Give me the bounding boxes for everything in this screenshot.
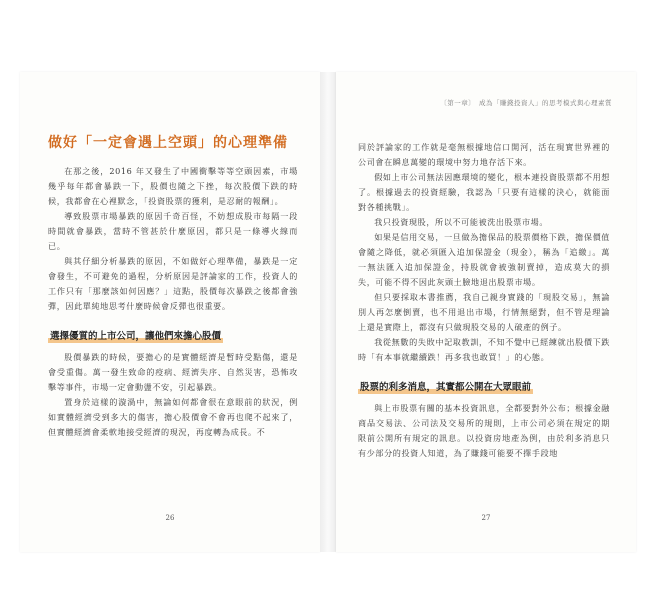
paragraph: 但只要採取本書推薦，我自己親身實踐的「現股交易」，無論別人再怎麼倒賣，也不用退出市場，行情無絕對，但不管是理論上還是實際上，都沒有只做現股交易的人破產的例子。 (358, 292, 610, 332)
right-page (336, 72, 636, 552)
paragraph: 置身於這樣的漩渦中，無論如何都會很在意眼前的狀況，例如實體經濟受到多大的傷害，擔心股價會不會再也爬不起來了，但實體經濟會柔軟地接受經濟的現況，再度轉為成長。不 (48, 397, 298, 437)
paragraph: 我從無數的失敗中記取教訓，不知不覺中已經練就出股價下跌時「有本事就繼續跌！再多我也敢買！」的心態。 (358, 337, 610, 362)
paragraph: 如果是信用交易，一旦做為擔保品的股票價格下跌，擔保價值會隨之降低，就必須匯入追加保證金（現金），稱為「追繳」。萬一無法匯入追加保證金，持股就會被強制賣掉，造成莫大的損失，可能不得不因此灰頭土臉地退出股票市場。 (358, 232, 610, 287)
paragraph: 假如上市公司無法因應環境的變化，根本連投資股票都不用想了。根據過去的投資經驗，我認為「只要有這樣的決心，就能面對各種挑戰」。 (358, 172, 610, 212)
book-gutter (320, 72, 336, 552)
left-page (20, 72, 320, 552)
right-page-content (358, 140, 610, 461)
paragraph: 與其仔細分析暴跌的原因，不如做好心理準備，暴跌是一定會發生，不可避免的過程，分析原因是評論家的工作，投資人的工作只有「那麼該如何因應？」這點，股價每次暴跌之後都會強彈，因此單純地思考什麼時候會反彈也很重要。 (48, 256, 298, 311)
section-heading (358, 379, 533, 393)
paragraph: 在那之後，2016 年又發生了中國衝擊等等空頭因素，市場幾乎每年都會暴跌一下，股價也隨之下挫，每次股價下跌的時候，我都會在心裡默念，「投資股票的獲利，是忍耐的報酬」。 (48, 166, 298, 206)
section-heading (48, 328, 223, 342)
left-page-content (48, 132, 298, 440)
section-heading-text: 選擇優質的上市公司，讓他們來擔心股價 (50, 331, 222, 342)
chapter-title: 做好「一定會遇上空頭」的心理準備 (48, 135, 288, 151)
page-number: 26 (165, 514, 175, 522)
paragraph: 與上市股票有關的基本投資訊息，全都要對外公布；根據金融商品交易法、公司法及交易所的規則，上市公司必須在規定的期限前公開所有規定的訊息。以投資房地產為例，由於利多消息只有少部分的投資人知道，為了賺錢可能要不擇手段地 (358, 403, 610, 458)
paragraph: 我只投資現股，所以不可能被洗出股票市場。 (374, 217, 549, 227)
page-number: 27 (481, 514, 491, 522)
paragraph: 導致股票市場暴跌的原因千奇百怪，不妨想成股市每隔一段時間就會暴跌，當時不管甚於什麼原因，都只是一條導火線而已。 (48, 211, 298, 251)
section-heading-text: 股票的利多消息，其實都公開在大眾眼前 (360, 382, 532, 393)
paragraph: 同於評論家的工作就是毫無根據地信口開河，活在現實世界裡的公司會在瞬息萬變的環境中努力地存活下來。 (358, 142, 610, 167)
paragraph: 股價暴跌的時候，要擔心的是實體經濟是暫時受點傷，還是會受重傷。萬一發生致命的疫病、經濟失序、自然災害，恐怖攻擊等事件，市場一定會動盪不安，引起暴跌。 (48, 352, 298, 392)
running-head: 〔第一章〕 成為「賺錢投資人」的思考模式與心理素質 (440, 99, 612, 107)
